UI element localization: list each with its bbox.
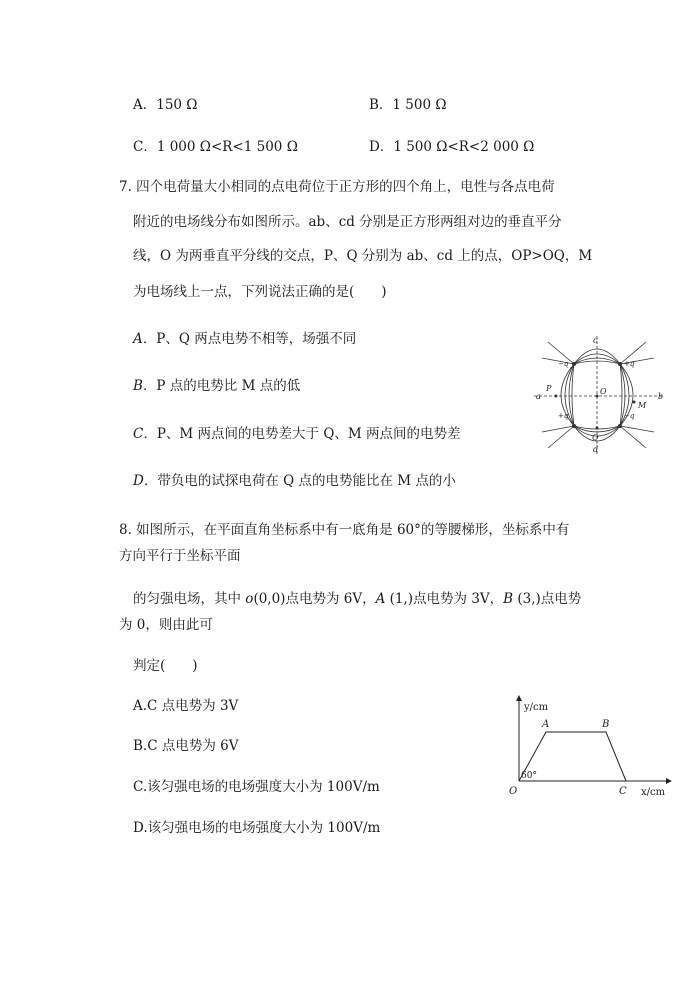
q7-option-d [133, 472, 456, 490]
q6-option-b: B．1 500 Ω [369, 97, 447, 113]
q7-option-b [133, 377, 300, 395]
q7-option-a-letter: A． [133, 331, 157, 347]
label-c: c [593, 336, 598, 345]
q7-option-c [133, 425, 461, 443]
label-point-a: A [542, 719, 550, 730]
q7-option-a [133, 330, 356, 348]
q8-stem-line-3c: (1,)点电势为 3V， [385, 591, 504, 607]
q8-stem-line-3a: 的匀强电场，其中 [133, 591, 246, 607]
x-axis-label: x/cm [641, 787, 666, 798]
label-pos-q-top-right: +q [624, 360, 635, 368]
q7-option-c-letter: C． [133, 426, 157, 442]
q7-stem-line-4: 为电场线上一点，下列说法正确的是( ) [133, 284, 387, 300]
q7-option-a-text: P、Q 两点电势不相等，场强不同 [156, 331, 357, 347]
q8-point-o: o [245, 591, 254, 607]
label-m: M [638, 401, 647, 410]
q8-option-a: A.C 点电势为 3V [133, 698, 239, 714]
q7-option-b-text: P 点的电势比 M 点的低 [156, 378, 301, 394]
label-point-o: O [509, 786, 518, 797]
angle-label: 60° [521, 771, 537, 781]
q7-stem-line-1: 7. 四个电荷量大小相同的点电荷位于正方形的四个角上，电性与各点电荷 [119, 179, 555, 195]
q8-stem-line-4: 为 0，则由此可 [119, 617, 213, 633]
q7-option-c-text: P、M 两点间的电势差大于 Q、M 两点间的电势差 [156, 426, 461, 442]
q8-stem-line-2: 方向平行于坐标平面 [119, 548, 241, 564]
q6-option-d: D．1 500 Ω<R<2 000 Ω [369, 139, 535, 155]
q7-stem-line-3: 线，O 为两垂直平分线的交点，P、Q 分别为 ab、cd 上的点，OP>OQ，M [133, 248, 593, 264]
q7-option-d-letter: D． [133, 473, 158, 489]
q6-option-c: C．1 000 Ω<R<1 500 Ω [133, 139, 298, 155]
label-neg-q-bottom-right: −q [624, 412, 635, 420]
label-point-b: B [602, 719, 610, 730]
q7-option-b-letter: B． [133, 378, 157, 394]
x-axis-arrow-icon [666, 778, 672, 784]
q8-stem-line-3b: (0,0)点电势为 6V， [253, 591, 376, 607]
label-neg-q-top-left: −q [558, 360, 569, 368]
label-point-c: C [619, 786, 627, 797]
label-q: Q [592, 433, 599, 442]
q8-option-c: C.该匀强电场的电场强度大小为 100V/m [133, 779, 380, 795]
q8-option-b: B.C 点电势为 6V [133, 738, 239, 754]
label-p: P [546, 384, 552, 393]
label-o: O [600, 387, 607, 396]
label-b: b [658, 392, 664, 401]
y-axis-arrow-icon [516, 695, 522, 701]
q6-option-a: A．150 Ω [133, 97, 198, 113]
q8-stem-line-3d: (3,)点电势 [513, 591, 582, 607]
label-d: d [593, 445, 599, 454]
q8-stem-line-5: 判定( ) [133, 658, 198, 674]
y-axis-label: y/cm [524, 702, 549, 713]
q8-option-d: D.该匀强电场的电场强度大小为 100V/m [133, 820, 381, 836]
q7-option-d-text: 带负电的试探电荷在 Q 点的电势能比在 M 点的小 [157, 473, 456, 489]
q8-stem-line-1: 8. 如图所示，在平面直角坐标系中有一底角是 60°的等腰梯形，坐标系中有 [119, 522, 570, 538]
q8-stem-line-3 [133, 590, 581, 608]
label-a: a [536, 392, 541, 401]
trapezoid-figure [506, 695, 676, 801]
electric-field-figure [534, 336, 664, 454]
label-pos-q-bottom-left: +q [558, 412, 569, 420]
q7-stem-line-2: 附近的电场线分布如图所示。ab、cd 分别是正方形两组对边的垂直平分 [133, 214, 562, 230]
q8-point-b: B [503, 591, 514, 607]
q8-point-a: A [375, 591, 386, 607]
